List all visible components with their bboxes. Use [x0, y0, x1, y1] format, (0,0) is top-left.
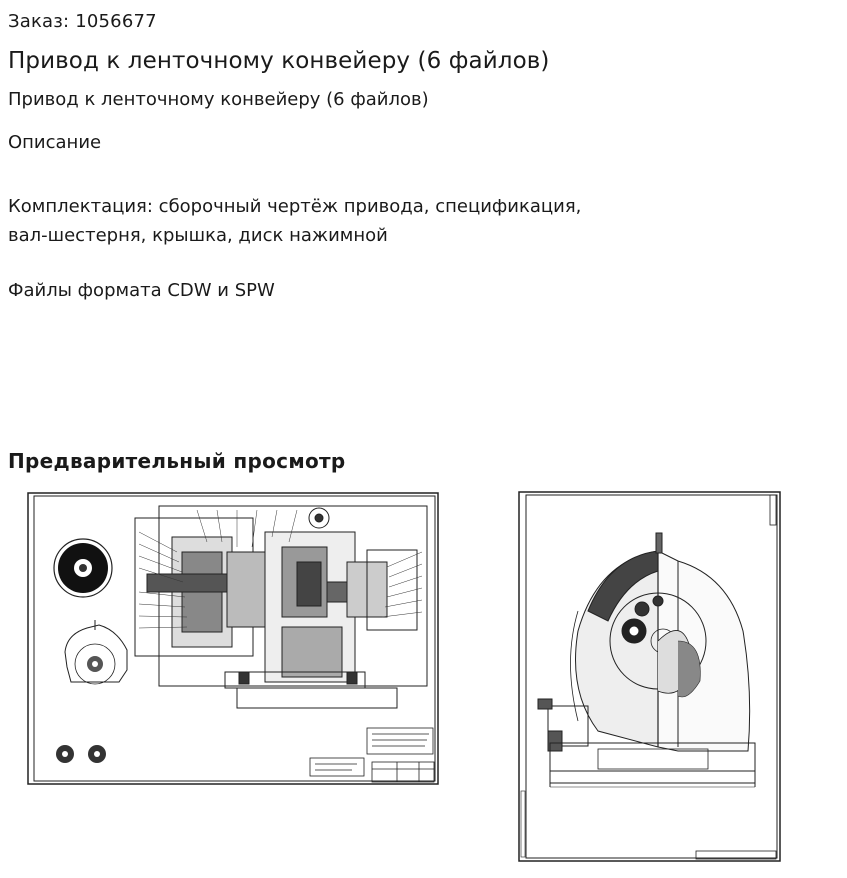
preview-heading: Предварительный просмотр	[8, 449, 346, 473]
section-drawing-svg	[518, 491, 781, 862]
description-kit-line-1: Комплектация: сборочный чертёж привода, спецификация,	[8, 196, 582, 217]
description-kit	[8, 192, 648, 250]
page-title: Привод к ленточному конвейеру (6 файлов)	[8, 48, 550, 74]
description-files: Файлы формата CDW и SPW	[8, 280, 275, 301]
description-kit-line-2: вал-шестерня, крышка, диск нажимной	[8, 225, 388, 246]
page-subtitle: Привод к ленточному конвейеру (6 файлов)	[8, 89, 429, 110]
preview-image-section[interactable]	[518, 491, 781, 862]
pulley-view	[54, 539, 112, 597]
order-number: Заказ: 1056677	[8, 11, 157, 32]
assembly-drawing-svg	[27, 492, 439, 785]
description-heading: Описание	[8, 132, 102, 153]
preview-image-assembly[interactable]	[27, 492, 439, 785]
